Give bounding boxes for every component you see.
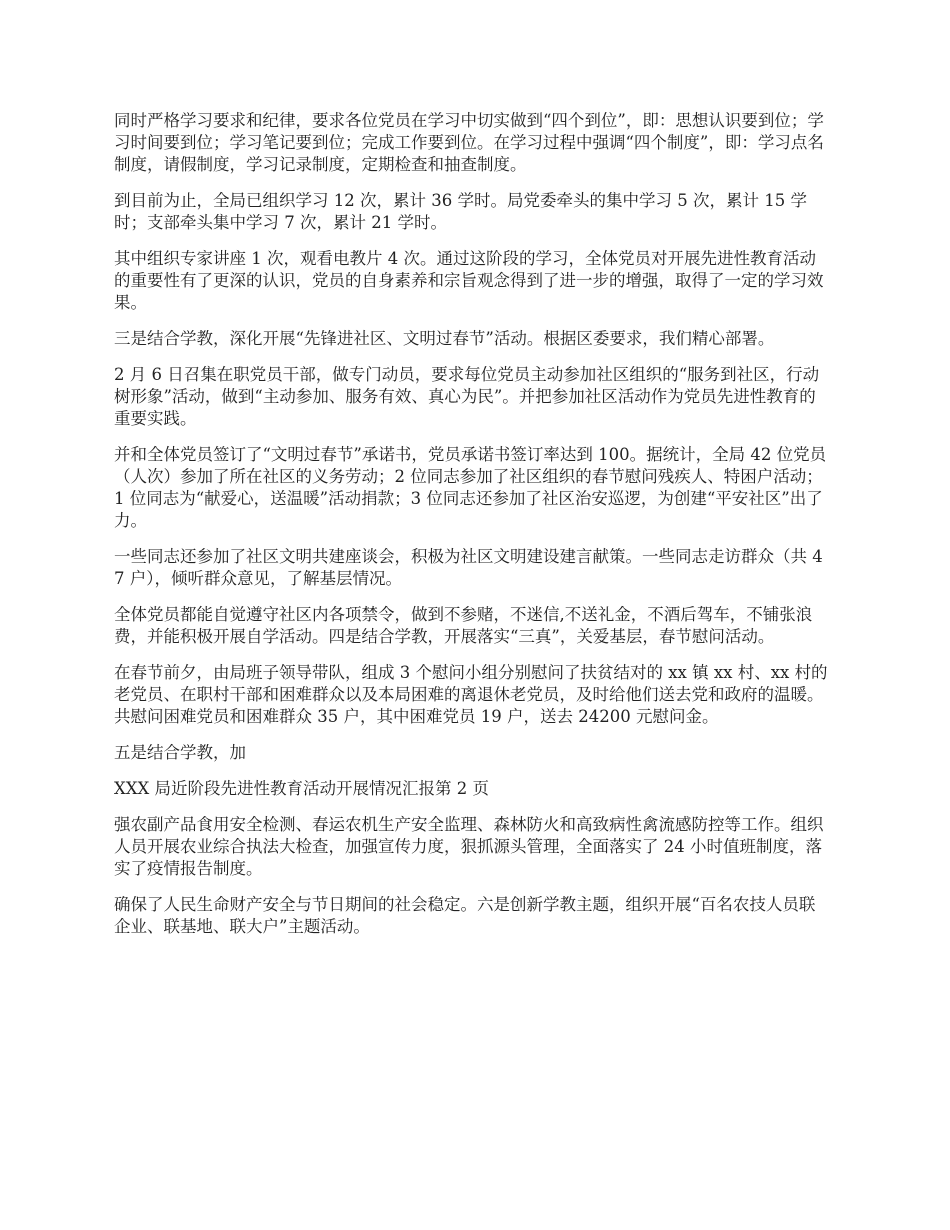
paragraph: 2 月 6 日召集在职党员干部，做专门动员，要求每位党员主动参加社区组织的“服务到社区，行动树形象”活动，做到“主动参加、服务有效、真心为民”。并把参加社区活动作为党员先进性教育的重要实践。 <box>114 365 820 428</box>
paragraph: 其中组织专家讲座 1 次，观看电教片 4 次。通过这阶段的学习，全体党员对开展先进性教育活动的重要性有了更深的认识，党员的自身素养和宗旨观念得到了进一步的增强，取得了一定的学习效果。 <box>114 249 824 312</box>
page-footer-title: XXX 局近阶段先进性教育活动开展情况汇报第 2 页 <box>114 779 489 798</box>
paragraph: 全体党员都能自觉遵守社区内各项禁令，做到不参赌，不迷信,不送礼金，不酒后驾车，不铺张浪费，并能积极开展自学活动。四是结合学教，开展落实“三真”，关爱基层，春节慰问活动。 <box>114 605 813 646</box>
paragraph: 并和全体党员签订了“文明过春节”承诺书，党员承诺书签订率达到 100。据统计，全局 42 位党员（人次）参加了所在社区的义务劳动；2 位同志参加了社区组织的春节慰问残疾人、特困户活动；1 位同志为“献爱心，送温暖”活动捐款；3 位同志还参加了社区治安巡逻，为创建“平安社区”出了力。 <box>114 445 827 530</box>
paragraph: 到目前为止，全局已组织学习 12 次，累计 36 学时。局党委牵头的集中学习 5 次，累计 15 学时；支部牵头集中学习 7 次，累计 21 学时。 <box>114 191 807 232</box>
paragraph: 同时严格学习要求和纪律，要求各位党员在学习中切实做到“四个到位”，即：思想认识要到位；学习时间要到位；学习笔记要到位；完成工作要到位。在学习过程中强调“四个制度”，即：学习点名制度，请假制度，学习记录制度，定期检查和抽查制度。 <box>114 111 824 174</box>
paragraph: 强农副产品食用安全检测、春运农机生产安全监理、森林防火和高致病性禽流感防控等工作。组织人员开展农业综合执法大检查，加强宣传力度，狠抓源头管理，全面落实了 24 小时值班制度，落实了疫情报告制度。 <box>114 815 824 878</box>
paragraph: 确保了人民生命财产安全与节日期间的社会稳定。六是创新学教主题，组织开展“百名农技人员联企业、联基地、联大户”主题活动。 <box>114 895 816 936</box>
paragraph: 在春节前夕，由局班子领导带队，组成 3 个慰问小组分别慰问了扶贫结对的 xx 镇 xx 村、xx 村的老党员、在职村干部和困难群众以及本局困难的离退休老党员，及时给他们送去党和政府的温暖。共慰问困难党员和困难群众 35 户，其中困难党员 19 户，送去 24200 元慰问金。 <box>114 663 828 726</box>
paragraph: 一些同志还参加了社区文明共建座谈会，积极为社区文明建设建言献策。一些同志走访群众（共 47 户），倾听群众意见，了解基层情况。 <box>114 547 823 588</box>
document-body <box>114 110 830 952</box>
paragraph: 五是结合学教，加 <box>114 743 246 762</box>
paragraph: 三是结合学教，深化开展“先锋进社区、文明过春节”活动。根据区委要求，我们精心部署。 <box>114 329 775 348</box>
